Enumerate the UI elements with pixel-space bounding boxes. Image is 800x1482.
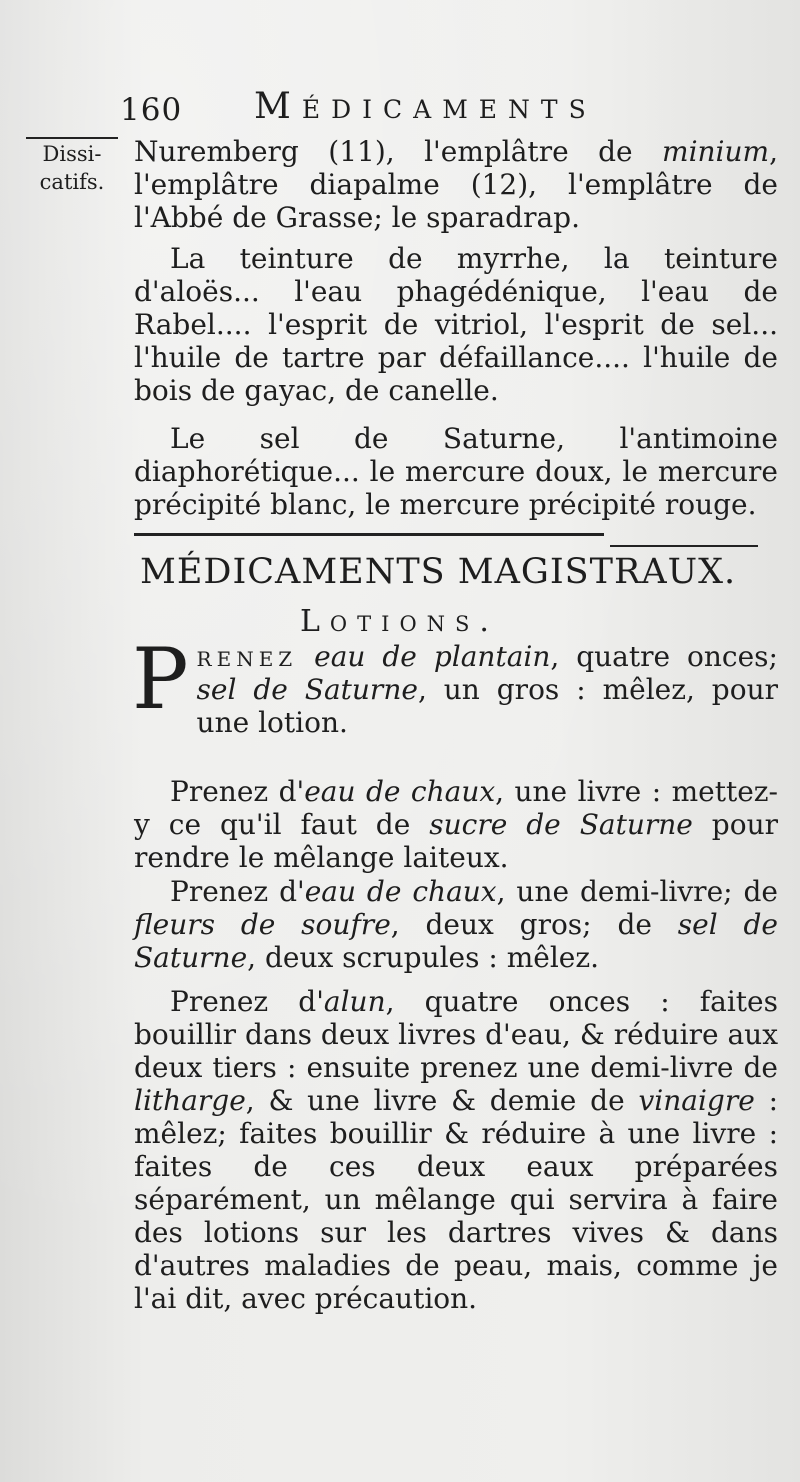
text-run: , deux scrupules : mêlez. bbox=[247, 941, 600, 974]
text-run: , quatre onces; bbox=[550, 640, 778, 673]
italic-term: minium bbox=[662, 135, 770, 168]
italic-term: eau de plantain bbox=[314, 640, 551, 673]
text-run: : mêlez; faites bouillir & réduire à une livre : faites de ces deux eaux préparées séparément, un mêlange qui servira à faire des lotions sur les dartres vives & dans d'autres maladies de peau, mais, comme je l'ai dit, avec précaution. bbox=[134, 1084, 779, 1315]
text-run: Nuremberg (11), l'emplâtre de bbox=[134, 135, 663, 168]
text-run: Prenez d' bbox=[170, 775, 305, 808]
text-run: , quatre onces : faites bouillir dans deux livres d'eau, & réduire aux deux tiers : ensuite prenez une demi-livre de bbox=[134, 985, 778, 1084]
margin-rule bbox=[26, 137, 118, 139]
text-run: , un gros : mêlez, pour une lotion. bbox=[196, 673, 779, 739]
text-run: , une livre : mettez-y ce qu'il faut de bbox=[134, 775, 778, 841]
first-word: renez bbox=[196, 640, 298, 673]
italic-term: vinaigre bbox=[638, 1084, 755, 1117]
section-title: MÉDICAMENTS MAGISTRAUX. bbox=[140, 552, 737, 592]
paragraph-tinctures bbox=[134, 242, 778, 407]
section-divider bbox=[134, 533, 604, 536]
italic-term: sel de Saturne bbox=[134, 908, 778, 974]
italic-term: fleurs de soufre bbox=[134, 908, 391, 941]
paragraph-text: La teinture de myrrhe, la teinture d'aloës... l'eau phagédénique, l'eau de Rabel.... l'esprit de vitriol, l'esprit de sel... l'huile de tartre par défaillance.... l'huile de bois de gayac, de canelle. bbox=[134, 242, 778, 407]
margin-note bbox=[20, 140, 124, 196]
text-run: , deux gros; de bbox=[390, 908, 678, 941]
italic-term: alun bbox=[323, 985, 386, 1018]
text-run: Prenez d' bbox=[170, 875, 305, 908]
text-run: Prenez d' bbox=[170, 985, 324, 1018]
italic-term: sucre de Saturne bbox=[429, 808, 693, 841]
paragraph-text: Le sel de Saturne, l'antimoine diaphorétique... le mercure doux, le mercure précipité blanc, le mercure précipité rouge. bbox=[134, 422, 778, 521]
page-header bbox=[120, 86, 780, 140]
drop-cap: P bbox=[132, 630, 189, 728]
text-run: pour rendre le mêlange laiteux. bbox=[134, 808, 778, 874]
italic-term: eau de chaux bbox=[304, 875, 497, 908]
text-run: , l'emplâtre diapalme (12), l'emplâtre de l'Abbé de Grasse; le sparadrap. bbox=[134, 135, 778, 234]
recipe-1 bbox=[132, 630, 779, 739]
subsection-title: Lotions. bbox=[300, 604, 499, 639]
text-run: , & une livre & demie de bbox=[245, 1084, 639, 1117]
page-number: 160 bbox=[120, 92, 183, 128]
section-divider-short bbox=[610, 545, 758, 547]
margin-note-line-2: catifs. bbox=[39, 170, 105, 194]
margin-note-line-1: Dissi- bbox=[42, 142, 102, 166]
recipe-3 bbox=[134, 875, 778, 974]
recipe-4 bbox=[134, 985, 778, 1315]
text-run: , une demi-livre; de bbox=[496, 875, 778, 908]
italic-term: litharge bbox=[134, 1084, 246, 1117]
paragraph-salts bbox=[134, 422, 778, 521]
italic-term: sel de Saturne bbox=[196, 673, 418, 706]
running-head: Médicaments bbox=[254, 86, 597, 127]
italic-term: eau de chaux bbox=[304, 775, 496, 808]
paragraph-plasters bbox=[134, 135, 778, 234]
recipe-2 bbox=[134, 775, 778, 874]
